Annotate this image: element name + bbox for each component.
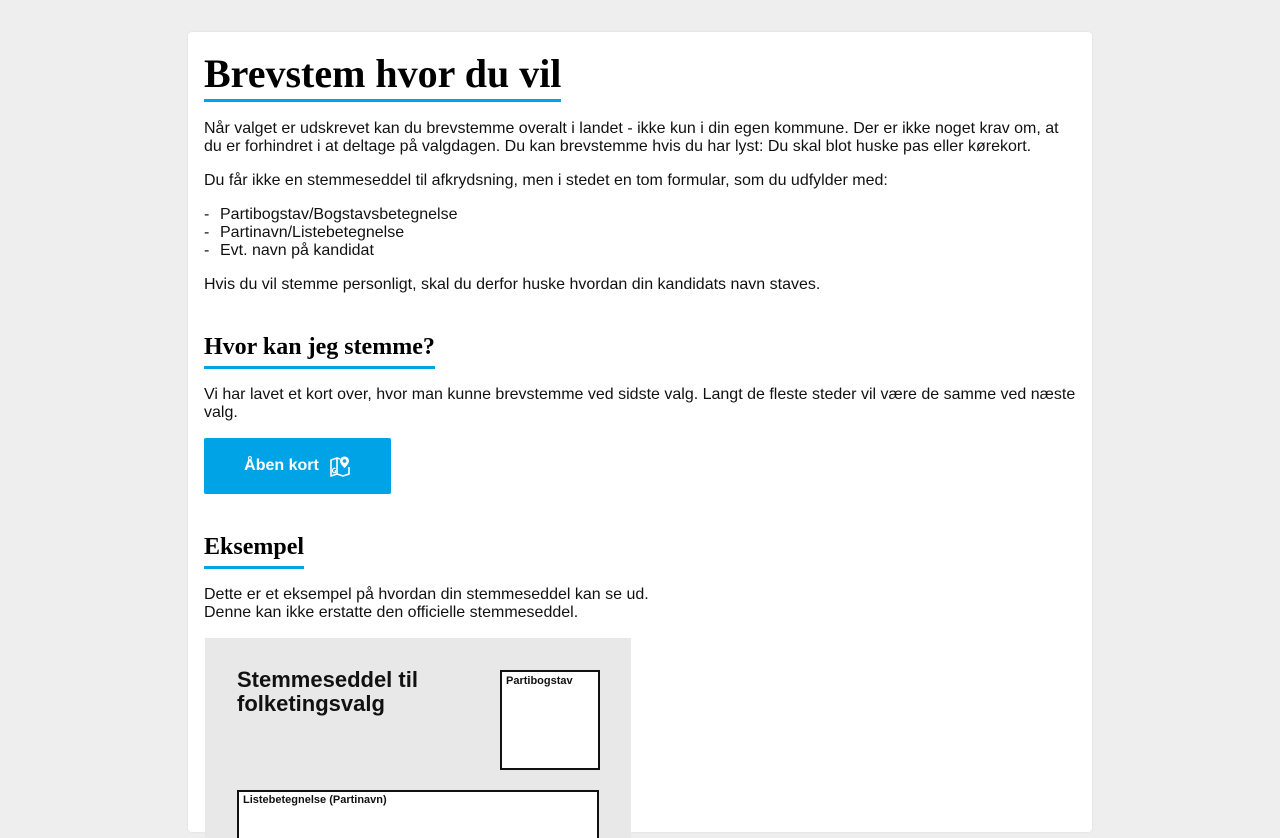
ballot-title: [237, 668, 477, 716]
form-items-list: [204, 206, 457, 260]
intro-paragraph: Når valget er udskrevet kan du brevstemme overalt i landet - ikke kun i din egen kommune. Der er ikke noget krav om, at du er forhindret i at deltage på valgdagen. Du kan brevstemme hvis du har lyst: Du skal blot huske pas eller kørekort.: [204, 120, 1059, 155]
form-intro-paragraph: Du får ikke en stemmeseddel til afkrydsning, men i stedet en tom formular, som du udfylder med:: [204, 172, 888, 189]
example-heading-wrap: [204, 532, 304, 569]
page-title: Brevstem hvor du vil: [204, 51, 561, 102]
example-line-1: Dette er et eksempel på hvordan din stemmeseddel kan se ud.: [204, 586, 649, 603]
content-card: [188, 32, 1092, 832]
list-item-text: Evt. navn på kandidat: [220, 242, 374, 259]
list-marker: -: [204, 224, 210, 241]
where-heading: Hvor kan jeg stemme?: [204, 332, 435, 369]
party-letter-label: Partibogstav: [506, 675, 573, 687]
list-item-text: Partibogstav/Bogstavsbetegnelse: [220, 206, 458, 223]
list-item: [204, 206, 457, 224]
open-map-button-label: Åben kort: [244, 457, 319, 474]
example-paragraph: [204, 586, 1076, 622]
list-marker: -: [204, 242, 210, 259]
where-paragraph: Vi har lavet et kort over, hvor man kunne brevstemme ved sidste valg. Langt de fleste steder vil være de samme ved næste valg.: [204, 386, 1076, 421]
list-item: [204, 224, 457, 242]
open-map-button[interactable]: [204, 438, 391, 494]
personal-note-paragraph: Hvis du vil stemme personligt, skal du derfor huske hvordan din kandidats navn staves.: [204, 276, 821, 293]
list-marker: -: [204, 206, 210, 223]
example-line-2: Denne kan ikke erstatte den officielle stemmeseddel.: [204, 604, 579, 621]
list-name-label: Listebetegnelse (Partinavn): [243, 794, 387, 806]
where-heading-wrap: [204, 332, 435, 369]
list-item: [204, 242, 457, 260]
list-name-box: [237, 790, 599, 838]
map-pin-icon: [329, 455, 351, 477]
party-letter-box: [500, 670, 600, 770]
ballot-title-line-2: folketingsvalg: [237, 691, 385, 716]
ballot-title-line-1: Stemmeseddel til: [237, 667, 418, 692]
page-title-wrap: [204, 51, 561, 102]
list-item-text: Partinavn/Listebetegnelse: [220, 224, 405, 241]
example-heading: Eksempel: [204, 532, 304, 569]
ballot-example-image: [205, 638, 631, 838]
